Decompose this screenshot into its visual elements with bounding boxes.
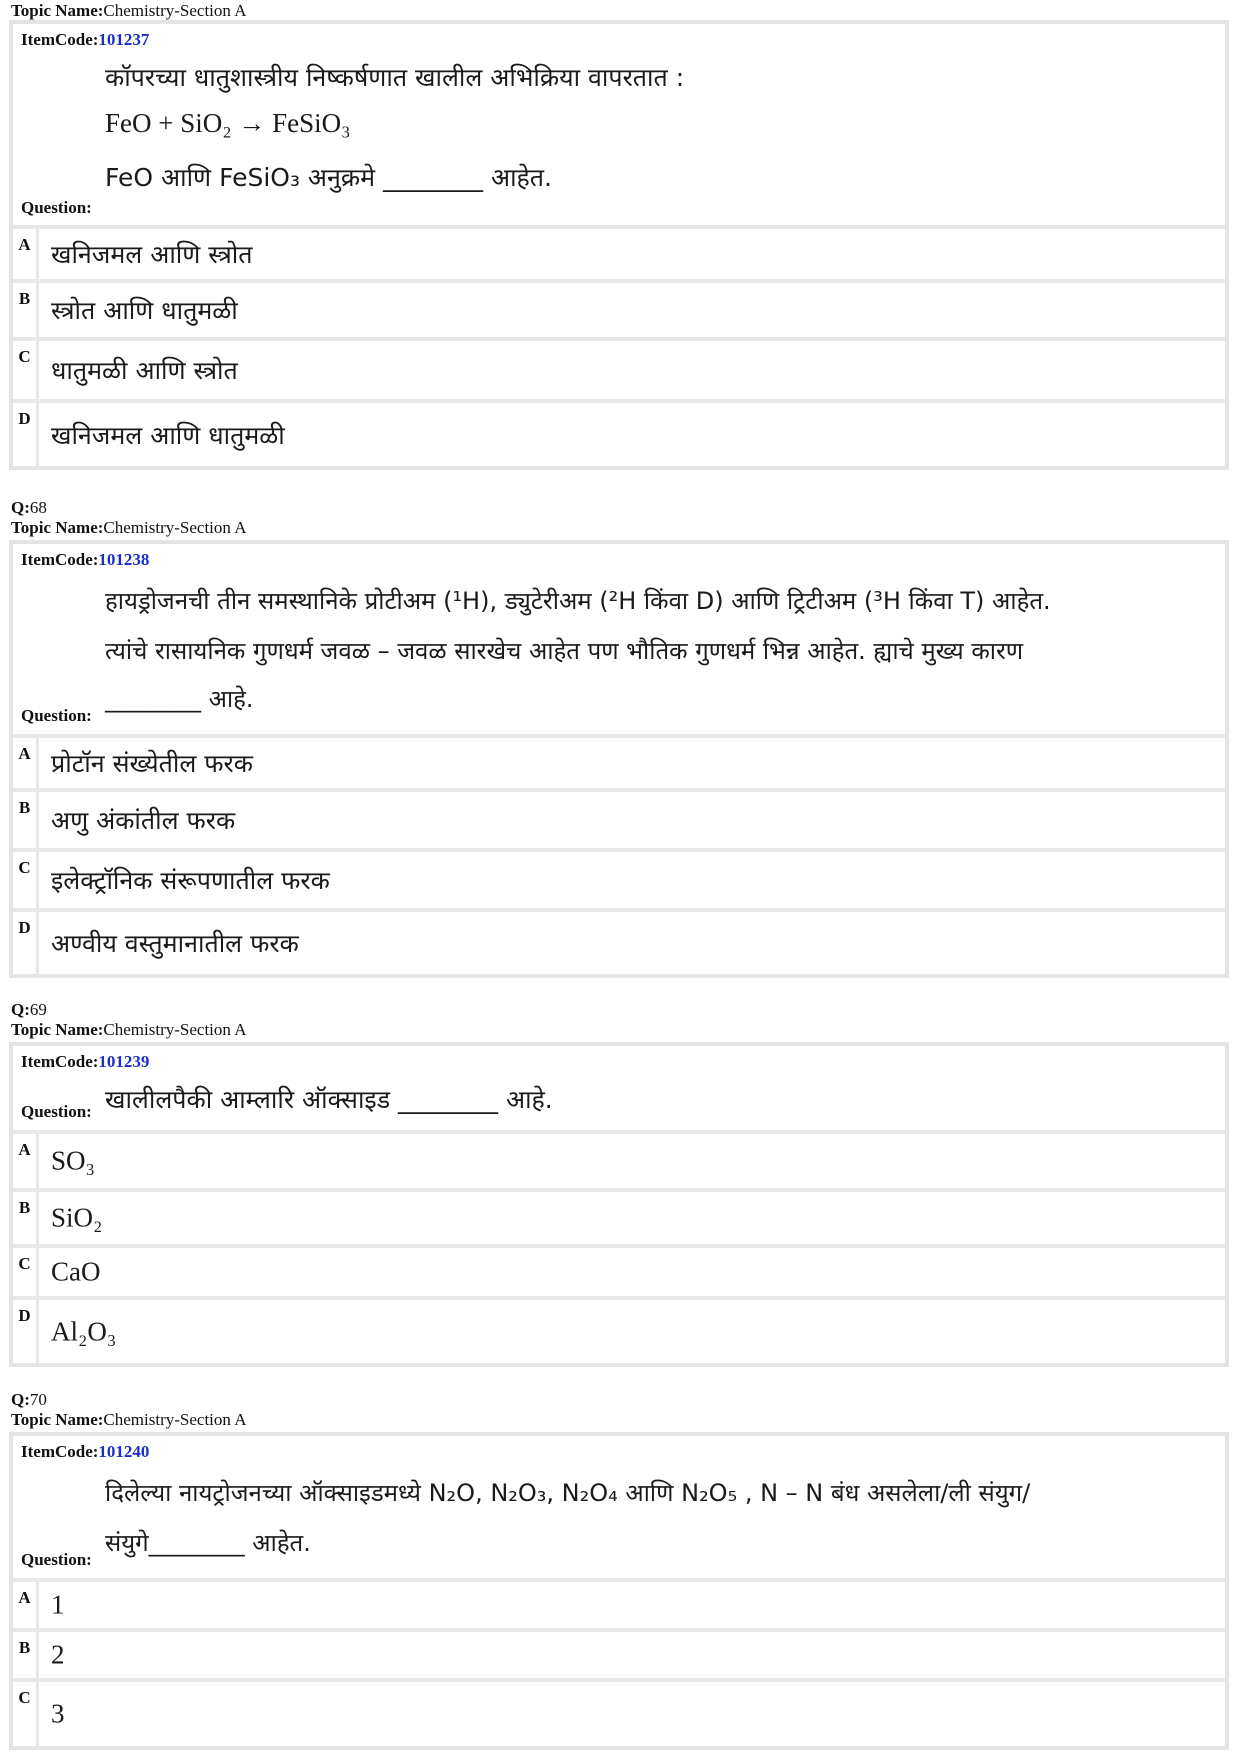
option-letter: B [13, 1192, 39, 1244]
option-b[interactable] [13, 1628, 1225, 1678]
question-box [9, 20, 1229, 470]
question-line: हायड्रोजनची तीन समस्थानिके प्रोटीअम (¹H), ड्युटेरीअम (²H किंवा D) आणि ट्रिटीअम (³H किंवा T) आहेत. [105, 587, 1051, 615]
option-d[interactable] [13, 399, 1225, 466]
topic-name: Chemistry-Section A [103, 1020, 247, 1039]
option-text: SiO₂ [51, 1202, 103, 1233]
topic-label: Topic Name: [11, 1410, 104, 1429]
question-label: Question: [21, 706, 92, 725]
question-line: FeO आणि FeSiO₃ अनुक्रमे ________ आहेत. [105, 163, 552, 192]
item-code: ItemCode:101239 [21, 1052, 150, 1071]
option-letter: D [13, 912, 39, 974]
question-line: खालीलपैकी आम्लारि ऑक्साइड ________ आहे. [105, 1085, 553, 1114]
topic-label: Topic Name: [11, 1, 104, 20]
question-label: Question: [21, 1102, 92, 1121]
topic-line [11, 518, 246, 538]
option-letter: D [13, 403, 39, 466]
option-text: इलेक्ट्रॉनिक संरूपणातील फरक [51, 866, 330, 895]
option-letter: B [13, 1632, 39, 1678]
question-line: ________ आहे. [105, 685, 254, 713]
question-number: 70 [29, 1390, 47, 1409]
item-code-value: 101240 [98, 1442, 150, 1461]
question-number: 68 [29, 498, 47, 517]
option-text: स्त्रोत आणि धातुमळी [51, 296, 238, 325]
option-text: 3 [51, 1698, 65, 1729]
option-text: अण्वीय वस्तुमानातील फरक [51, 929, 299, 958]
option-c[interactable] [13, 1244, 1225, 1296]
question-number-line: Q:68 [11, 498, 47, 517]
option-a[interactable] [13, 1130, 1225, 1188]
item-code: ItemCode:101240 [21, 1442, 150, 1461]
option-text: CaO [51, 1256, 101, 1287]
question-box [9, 540, 1229, 978]
question-text [105, 60, 1215, 250]
option-text: 2 [51, 1639, 65, 1670]
question-line: दिलेल्या नायट्रोजनच्या ऑक्साइडमध्ये N₂O, N₂O₃, N₂O₄ आणि N₂O₅ , N – N बंध असलेला/ली संयुग/ [105, 1479, 1031, 1507]
item-code: ItemCode:101238 [21, 550, 150, 569]
option-text: प्रोटॉन संख्येतील फरक [51, 749, 253, 778]
question-line: त्यांचे रासायनिक गुणधर्म जवळ – जवळ सारखेच आहेत पण भौतिक गुणधर्म भिन्न आहेत. ह्याचे मुख्य कारण [105, 637, 1024, 665]
option-letter: B [13, 283, 39, 337]
option-c[interactable] [13, 1678, 1225, 1746]
option-a[interactable] [13, 225, 1225, 279]
option-letter: A [13, 1134, 39, 1188]
question-text [105, 1476, 1215, 1566]
option-d[interactable] [13, 908, 1225, 974]
option-letter: A [13, 229, 39, 279]
option-text: खनिजमल आणि धातुमळी [51, 420, 285, 450]
option-letter: C [13, 1682, 39, 1746]
topic-label: Topic Name: [11, 518, 104, 537]
option-text: धातुमळी आणि स्त्रोत [51, 356, 238, 385]
option-c[interactable] [13, 337, 1225, 399]
option-text: खनिजमल आणि स्त्रोत [51, 240, 253, 269]
topic-name: Chemistry-Section A [103, 1410, 247, 1429]
item-code-value: 101238 [98, 550, 150, 569]
question-line: FeO + SiO₂ → FeSiO₃ [105, 108, 351, 138]
option-b[interactable] [13, 279, 1225, 337]
question-line: कॉपरच्या धातुशास्त्रीय निष्कर्षणात खालील अभिक्रिया वापरतात : [105, 63, 685, 92]
topic-line [11, 1410, 246, 1430]
option-letter: A [13, 738, 39, 788]
option-letter: C [13, 341, 39, 399]
topic-label: Topic Name: [11, 1020, 104, 1039]
question-text [105, 584, 1215, 713]
question-label: Question: [21, 1550, 92, 1569]
option-letter: B [13, 792, 39, 848]
option-letter: A [13, 1582, 39, 1628]
option-b[interactable] [13, 788, 1225, 848]
topic-name: Chemistry-Section A [103, 1, 247, 20]
option-text: अणु अंकांतील फरक [51, 806, 236, 835]
option-c[interactable] [13, 848, 1225, 908]
question-box [9, 1042, 1229, 1367]
option-b[interactable] [13, 1188, 1225, 1244]
option-text: SO₃ [51, 1145, 95, 1176]
option-letter: D [13, 1300, 39, 1363]
topic-line [11, 1, 246, 21]
topic-line [11, 1020, 246, 1040]
question-box [9, 1432, 1229, 1750]
question-text [105, 1082, 1215, 1122]
item-code-value: 101237 [98, 30, 150, 49]
question-label: Question: [21, 198, 92, 217]
item-code: ItemCode:101237 [21, 30, 150, 49]
option-letter: C [13, 852, 39, 908]
topic-name: Chemistry-Section A [103, 518, 247, 537]
option-letter: C [13, 1248, 39, 1296]
question-number-line: Q:70 [11, 1390, 47, 1409]
question-number-line: Q:69 [11, 1000, 47, 1019]
question-number: 69 [29, 1000, 47, 1019]
option-text: 1 [51, 1589, 65, 1620]
option-d[interactable] [13, 1296, 1225, 1363]
item-code-value: 101239 [98, 1052, 150, 1071]
option-a[interactable] [13, 1578, 1225, 1628]
option-a[interactable] [13, 734, 1225, 788]
option-text: Al₂O₃ [51, 1316, 117, 1346]
question-line: संयुगे________ आहेत. [105, 1529, 311, 1557]
